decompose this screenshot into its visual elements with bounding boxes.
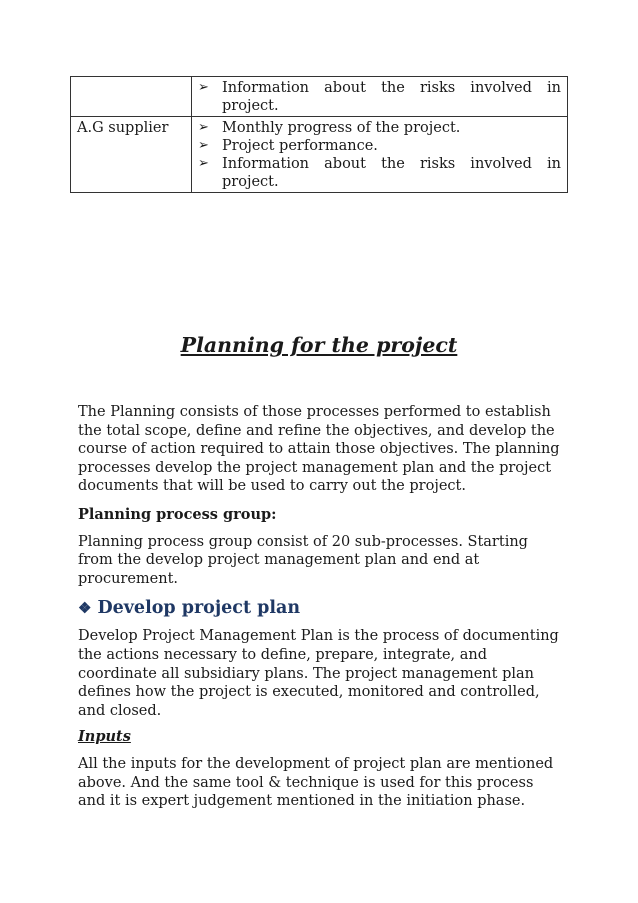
list-item-text: Monthly progress of the project.	[222, 120, 461, 136]
inputs-heading: Inputs	[78, 728, 131, 746]
stakeholder-table	[70, 76, 568, 193]
develop-plan-heading: Develop project plan	[97, 598, 301, 619]
arrow-bullet-icon: ➢	[198, 138, 209, 153]
arrow-bullet-icon: ➢	[198, 156, 209, 171]
list-item-text: Information about the risks involved in project.	[222, 80, 561, 114]
arrow-bullet-icon: ➢	[198, 120, 209, 135]
table-cell-label	[71, 77, 192, 117]
diamond-bullet-icon: ❖	[78, 599, 92, 618]
table-cell-items	[192, 117, 568, 193]
list-item-text: Project performance.	[222, 138, 378, 154]
develop-plan-heading-row	[78, 597, 564, 619]
table-row	[71, 117, 568, 193]
process-group-heading: Planning process group:	[78, 505, 277, 523]
list-item	[198, 137, 561, 155]
section-title: Planning for the project	[180, 333, 458, 357]
table-cell-label: A.G supplier	[71, 117, 192, 193]
table-row	[71, 77, 568, 117]
list-item-text: Information about the risks involved in project.	[222, 156, 561, 190]
list-item	[198, 155, 561, 191]
develop-plan-text: Develop Project Management Plan is the process of documenting the actions necessary to define, prepare, integrate, and coordinate all subsidiary plans. The project management plan defines how the project is executed, monitored and controlled, and closed.	[78, 628, 559, 719]
arrow-bullet-icon: ➢	[198, 80, 209, 95]
process-group-text: Planning process group consist of 20 sub-processes. Starting from the develop project management plan and end at procurement.	[78, 533, 528, 587]
intro-paragraph: The Planning consists of those processes performed to establish the total scope, define and refine the objectives, and develop the course of action required to attain those objectives. The planning processes develop the project management plan and the project documents that will be used to carry out the project.	[78, 404, 560, 495]
list-item	[198, 79, 561, 115]
inputs-text: All the inputs for the development of project plan are mentioned above. And the same tool & technique is used for this process and it is expert judgement mentioned in the initiation phase.	[78, 755, 554, 810]
table-cell-items	[192, 77, 568, 117]
list-item	[198, 119, 561, 137]
document-body	[78, 403, 564, 811]
